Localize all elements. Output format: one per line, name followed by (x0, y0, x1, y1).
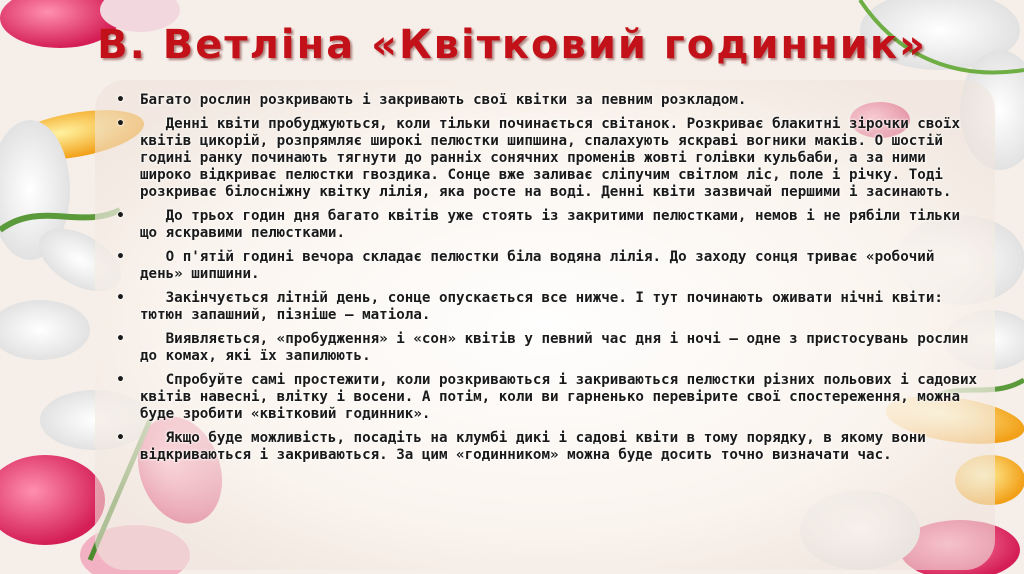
paragraph-text: Багато рослин розкривають і закривають свої квітки за певним розкладом. (140, 92, 747, 108)
list-item (112, 116, 984, 201)
paragraph-text: О п'ятій годині вечора складає пелюстки біла водяна лілія. До заходу сонця триває «робочий день» шипшини. (140, 249, 935, 282)
list-item (112, 208, 984, 242)
list-item (112, 331, 984, 365)
list-item (112, 92, 984, 109)
paragraph-text: Денні квіти пробуджуються, коли тільки починається світанок. Розкриває блакитні зірочки своїх квітів цикорій, розпрямляє широкі пелюстки шипшина, спалахують яскраві вогники маків. О шостій годині ранку починають тягнути до ранніх сонячних променів жовті голівки кульбаби, а за ними широко відкриває пелюстки гвоздика. Сонце вже заливає сліпучим світлом ліс, поле і річку. Тоді розкриває білосніжну квітку лілія, яка росте на воді. Денні квіти зазвичай першими і засинають. (140, 116, 960, 200)
paragraph-text: Закінчується літній день, сонце опускається все нижче. І тут починають оживати нічні квіти: тютюн запашний, пізніше – матіола. (140, 290, 943, 323)
list-item (112, 249, 984, 283)
paragraph-list (112, 92, 984, 471)
paragraph-text: До трьох годин дня багато квітів уже стоять із закритими пелюстками, немов і не рябіли тільки що яскравими пелюстками. (140, 208, 960, 241)
list-item (112, 372, 984, 423)
paragraph-text: Якщо буде можливість, посадіть на клумбі дикі і садові квіти в тому порядку, в якому вони відкриваються і закриваються. За цим «годинником» можна буде досить точно визначати час. (140, 430, 926, 463)
list-item (112, 430, 984, 464)
paragraph-text: Спробуйте самі простежити, коли розкриваються і закриваються пелюстки різних польових і садових квітів навесні, влітку і восени. А потім, коли ви гарненько перевірите свої спостереження, можна буде зробити «квітковий годинник». (140, 372, 978, 422)
paragraph-text: Виявляється, «пробудження» і «сон» квітів у певний час дня і ночі – одне з пристосувань рослин до комах, які їх запилюють. (140, 331, 969, 364)
slide-title: В. Ветліна «Квітковий годинник» (97, 22, 927, 68)
list-item (112, 290, 984, 324)
